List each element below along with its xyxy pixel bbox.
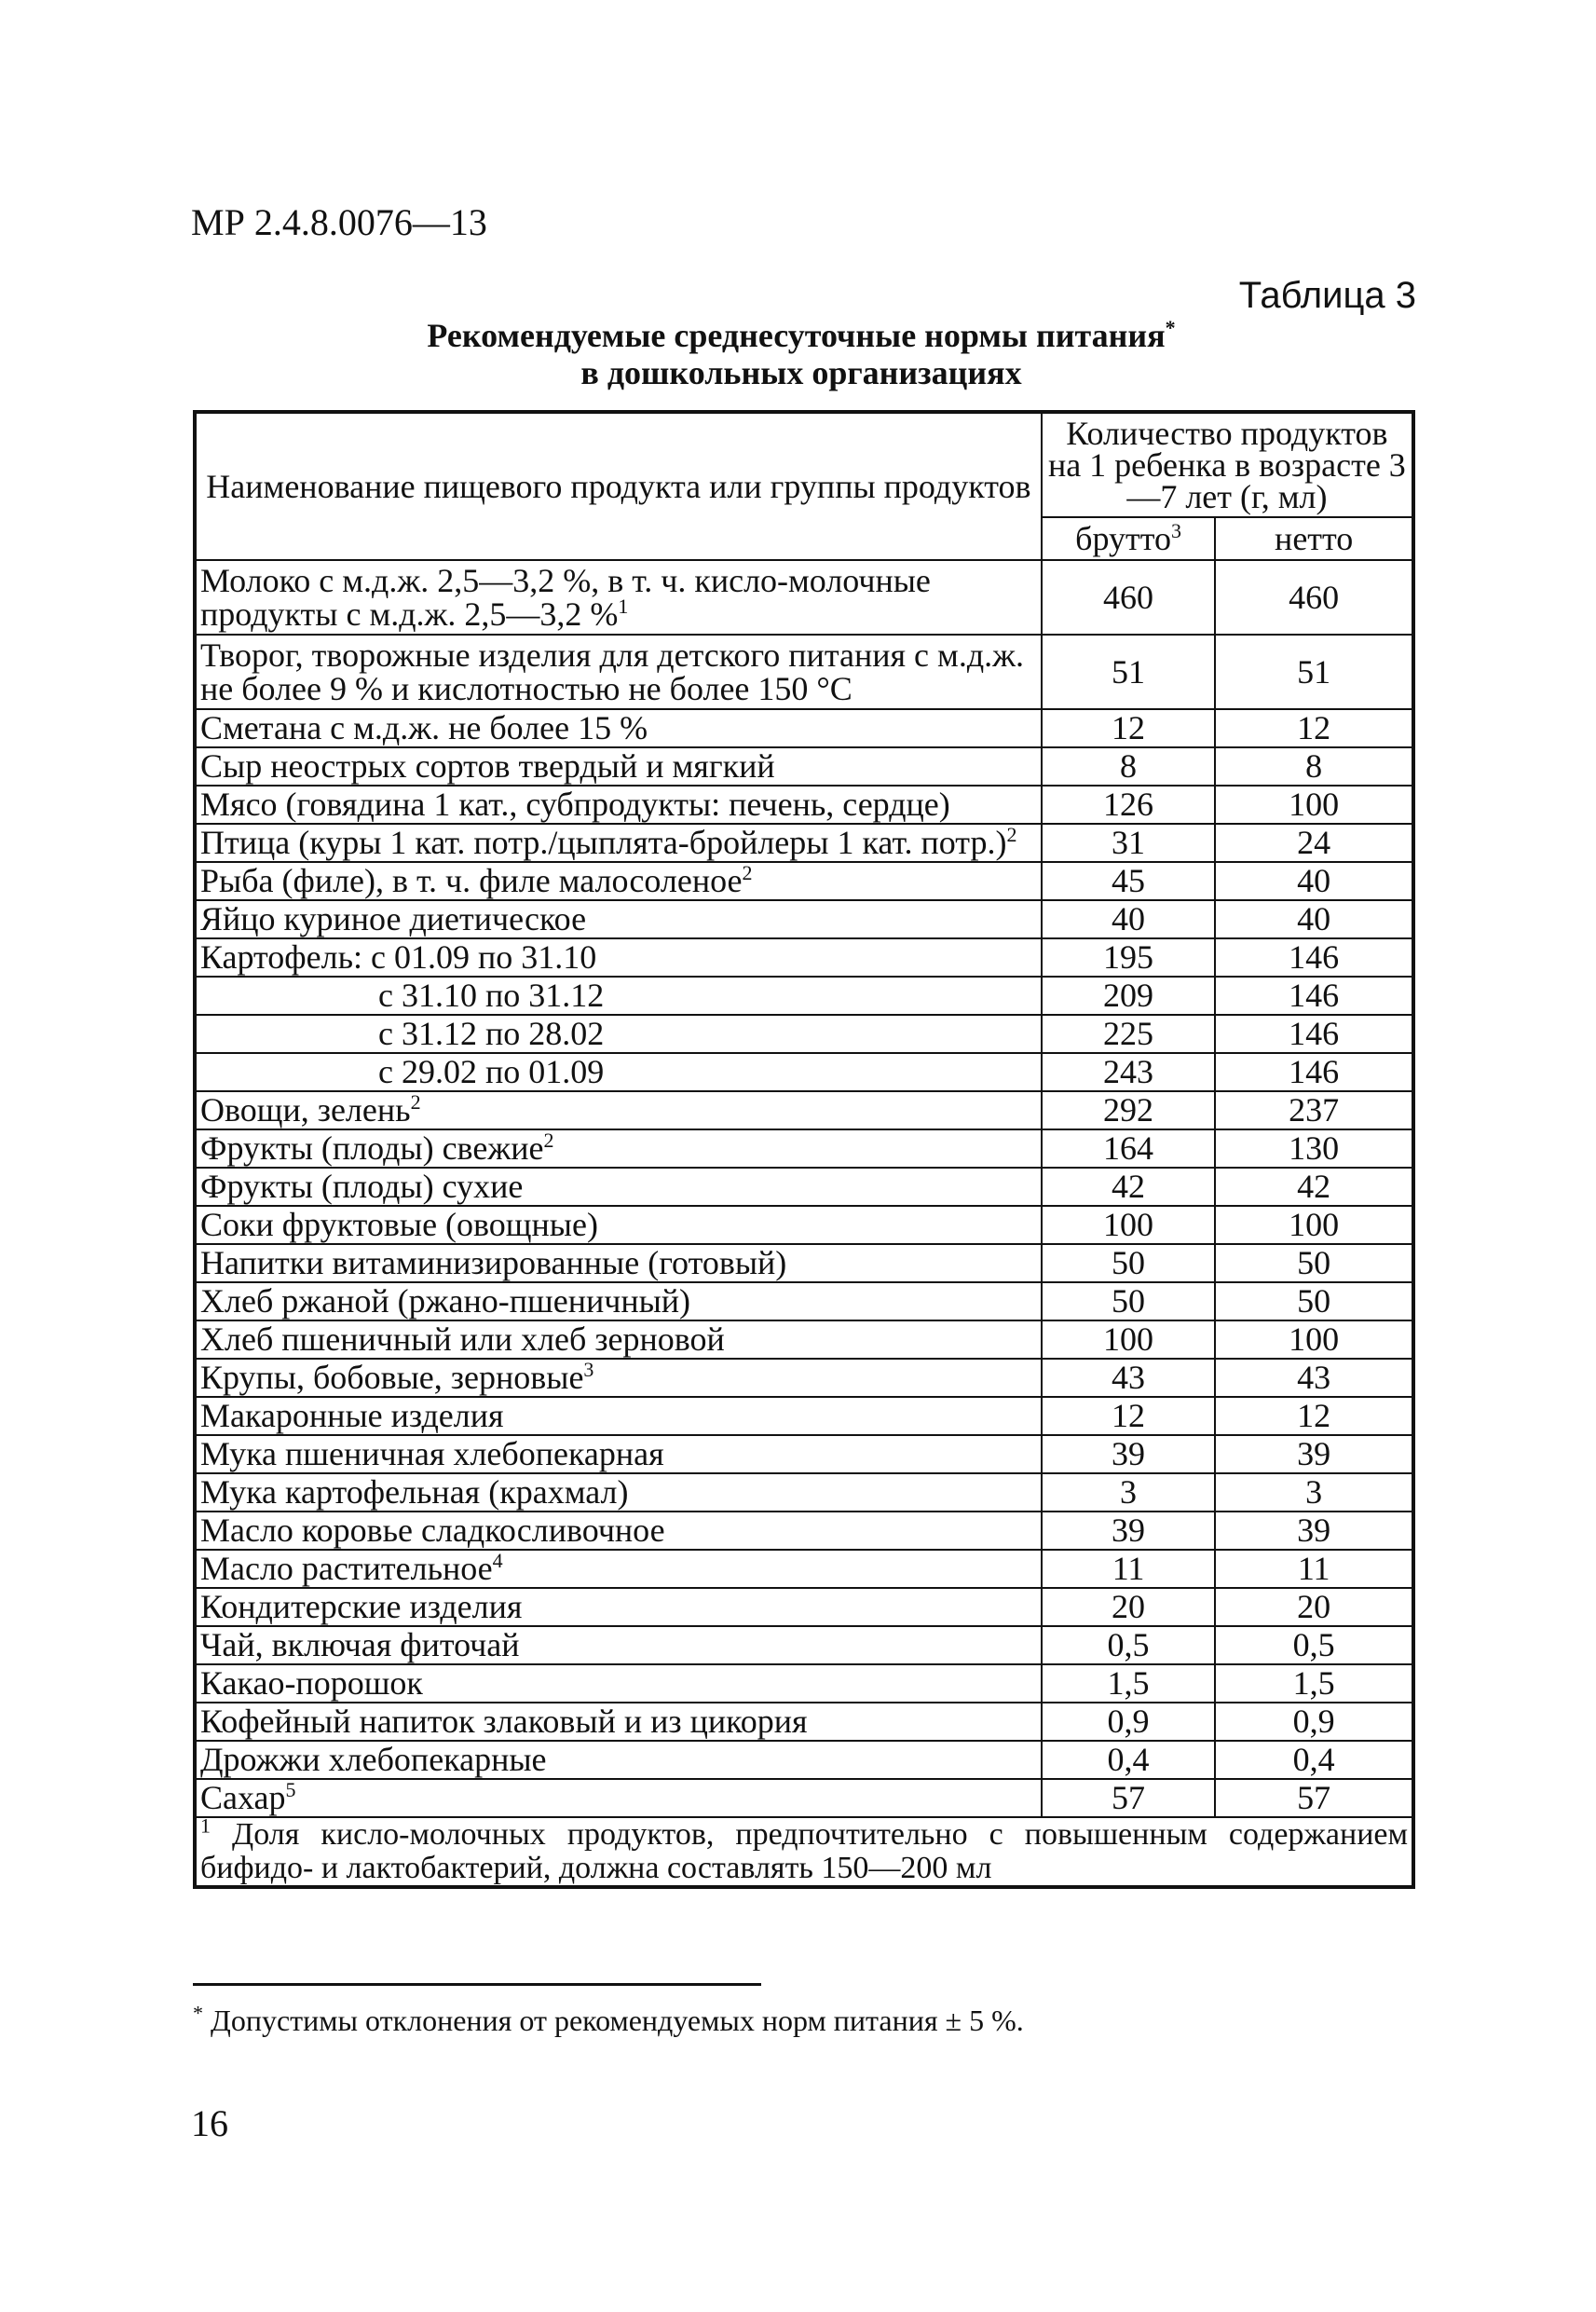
gross-value: 292 [1042,1091,1216,1129]
table-row [195,862,1413,900]
net-value: 11 [1215,1550,1413,1588]
product-footnote-mark: 2 [742,862,753,884]
net-value: 51 [1215,635,1413,709]
product-name: Макаронные изделия [200,1397,504,1434]
product-name-cell [195,1206,1042,1244]
table-row [195,635,1413,709]
table-row [195,1206,1413,1244]
table-row [195,1779,1413,1817]
net-value: 237 [1215,1091,1413,1129]
product-name: Фрукты (плоды) сухие [200,1168,524,1205]
product-name: Какао-порошок [200,1664,423,1702]
column-header-gross [1042,517,1216,560]
title-footnote-mark: * [1165,316,1176,339]
net-value: 40 [1215,900,1413,938]
gross-value: 11 [1042,1550,1216,1588]
product-name-cell [195,1015,1042,1053]
product-name: с 29.02 по 01.09 [378,1053,605,1090]
gross-value: 45 [1042,862,1216,900]
net-value: 3 [1215,1473,1413,1512]
product-name: Картофель: с 01.09 по 31.10 [200,938,597,976]
gross-value: 3 [1042,1473,1216,1512]
gross-value: 100 [1042,1320,1216,1359]
product-name: Птица (куры 1 кат. потр./цыплята-бройлеры 1 кат. потр.) [200,824,1007,861]
table-row [195,938,1413,977]
table-note-text: Доля кисло-молочных продуктов, предпочтительно с повышенным содержанием бифидо- и лактобактерий, должна составлять 150—200 мл [200,1817,1408,1885]
product-name-cell [195,1320,1042,1359]
table-row [195,1741,1413,1779]
product-name-cell [195,1550,1042,1588]
net-value: 50 [1215,1282,1413,1320]
product-name: Чай, включая фиточай [200,1626,520,1663]
table-title-text: Рекомендуемые среднесуточные нормы питания [427,317,1166,354]
net-value: 43 [1215,1359,1413,1397]
gross-value: 42 [1042,1168,1216,1206]
document-code: МР 2.4.8.0076—13 [191,201,487,243]
product-name-cell [195,824,1042,862]
net-value: 146 [1215,1053,1413,1091]
product-footnote-mark: 2 [543,1129,554,1152]
product-name-cell [195,1473,1042,1512]
table-note-mark: 1 [200,1813,211,1838]
product-name-cell [195,1703,1042,1741]
product-name-cell [195,1282,1042,1320]
net-value: 0,5 [1215,1626,1413,1664]
column-header-net: нетто [1215,517,1413,560]
net-value: 146 [1215,938,1413,977]
net-value: 42 [1215,1168,1413,1206]
table-label: Таблица 3 [1238,275,1416,316]
product-name: Яйцо куриное диетическое [200,900,587,937]
net-value: 146 [1215,977,1413,1015]
table-row [195,560,1413,635]
product-name-cell [195,560,1042,635]
gross-value: 57 [1042,1779,1216,1817]
product-name: Молоко с м.д.ж. 2,5—3,2 %, в т. ч. кисло-молочные продукты с м.д.ж. 2,5—3,2 % [200,562,931,633]
net-value: 460 [1215,560,1413,635]
net-value: 100 [1215,1320,1413,1359]
table-row [195,1282,1413,1320]
gross-value: 0,5 [1042,1626,1216,1664]
page-number: 16 [191,2102,228,2144]
gross-value: 164 [1042,1129,1216,1168]
gross-value: 20 [1042,1588,1216,1626]
column-header-product: Наименование пищевого продукта или группы продуктов [195,412,1042,560]
column-header-gross-text: брутто [1075,520,1171,557]
product-name: Мука картофельная (крахмал) [200,1473,629,1511]
table-row [195,1550,1413,1588]
gross-value: 50 [1042,1244,1216,1282]
product-name-cell [195,938,1042,977]
gross-value: 195 [1042,938,1216,977]
product-name-cell [195,1129,1042,1168]
table-row [195,1244,1413,1282]
gross-value: 460 [1042,560,1216,635]
product-name: Напитки витаминизированные (готовый) [200,1244,787,1281]
gross-value: 39 [1042,1512,1216,1550]
product-name-cell [195,1053,1042,1091]
product-name-cell [195,1588,1042,1626]
norms-table-container [193,410,1415,1889]
product-name-cell [195,1741,1042,1779]
footnote-separator [193,1983,761,1986]
product-footnote-mark: 4 [492,1550,503,1572]
table-row [195,1168,1413,1206]
table-note [195,1813,1413,1887]
gross-value: 8 [1042,747,1216,786]
net-value: 39 [1215,1435,1413,1473]
table-row [195,1664,1413,1703]
gross-value: 0,9 [1042,1703,1216,1741]
gross-value: 243 [1042,1053,1216,1091]
net-value: 0,4 [1215,1741,1413,1779]
footnote [193,2001,1024,2038]
table-row [195,786,1413,824]
gross-value: 126 [1042,786,1216,824]
net-value: 12 [1215,709,1413,747]
gross-value: 43 [1042,1359,1216,1397]
product-footnote-mark: 1 [618,595,629,618]
table-row [195,1129,1413,1168]
product-name: Кофейный напиток злаковый и из цикория [200,1703,808,1740]
net-value: 24 [1215,824,1413,862]
product-name: Масло коровье сладкосливочное [200,1512,665,1549]
gross-value: 50 [1042,1282,1216,1320]
product-name: Крупы, бобовые, зерновые [200,1359,584,1396]
table-row [195,1320,1413,1359]
product-name: Сыр неострых сортов твердый и мягкий [200,747,775,785]
net-value: 50 [1215,1244,1413,1282]
gross-value: 12 [1042,1397,1216,1435]
product-name: Мясо (говядина 1 кат., субпродукты: печень, сердце) [200,786,950,823]
column-header-quantity: Количество продуктов на 1 ребенка в возрасте 3—7 лет (г, мл) [1042,412,1413,517]
product-name-cell [195,786,1042,824]
table-row [195,1435,1413,1473]
gross-value: 209 [1042,977,1216,1015]
product-name-cell [195,709,1042,747]
product-name-cell [195,1397,1042,1435]
footnote-mark: * [193,2001,203,2025]
product-name: Масло растительное [200,1550,493,1587]
table-row [195,1091,1413,1129]
product-name-cell [195,1435,1042,1473]
table-row [195,709,1413,747]
product-name: Мука пшеничная хлебопекарная [200,1435,664,1472]
gross-value: 100 [1042,1206,1216,1244]
net-value: 57 [1215,1779,1413,1817]
product-name-cell [195,1091,1042,1129]
footnote-text: Допустимы отклонения от рекомендуемых норм питания ± 5 %. [211,2004,1024,2037]
net-value: 39 [1215,1512,1413,1550]
product-name: Творог, творожные изделия для детского питания с м.д.ж. не более 9 % и кислотностью не более 150 °С [200,636,1025,707]
table-row [195,900,1413,938]
product-name-cell [195,1244,1042,1282]
product-footnote-mark: 2 [410,1091,421,1114]
net-value: 8 [1215,747,1413,786]
product-footnote-mark: 3 [583,1359,594,1381]
product-name: Сметана с м.д.ж. не более 15 % [200,709,648,746]
product-name-cell [195,1512,1042,1550]
table-note-row [195,1817,1413,1887]
gross-value: 40 [1042,900,1216,938]
net-value: 12 [1215,1397,1413,1435]
table-header-row [195,412,1413,517]
gross-value: 12 [1042,709,1216,747]
table-title-line-2: в дошкольных организациях [580,354,1022,391]
gross-value: 0,4 [1042,1741,1216,1779]
table-row [195,824,1413,862]
product-name-cell [195,1168,1042,1206]
net-value: 0,9 [1215,1703,1413,1741]
net-value: 130 [1215,1129,1413,1168]
product-footnote-mark: 5 [285,1779,296,1801]
table-row [195,1703,1413,1741]
product-name-cell [195,977,1042,1015]
product-name-cell [195,1664,1042,1703]
table-row [195,1015,1413,1053]
product-name-cell [195,900,1042,938]
product-name: Сахар [200,1779,286,1816]
table-row [195,1359,1413,1397]
product-name: Фрукты (плоды) свежие [200,1129,544,1167]
table-row [195,1588,1413,1626]
table-row [195,747,1413,786]
table-row [195,1473,1413,1512]
net-value: 100 [1215,786,1413,824]
gross-footnote-mark: 3 [1170,519,1181,542]
net-value: 100 [1215,1206,1413,1244]
gross-value: 31 [1042,824,1216,862]
product-name: Соки фруктовые (овощные) [200,1206,598,1243]
product-name-cell [195,635,1042,709]
table-title-line-1 [307,317,1295,354]
gross-value: 225 [1042,1015,1216,1053]
product-name-cell [195,862,1042,900]
product-name-cell [195,1359,1042,1397]
product-name: с 31.10 по 31.12 [378,977,605,1014]
gross-value: 39 [1042,1435,1216,1473]
net-value: 20 [1215,1588,1413,1626]
table-row [195,1512,1413,1550]
table-title [307,317,1295,391]
product-footnote-mark: 2 [1006,824,1017,846]
product-name: Овощи, зелень [200,1091,411,1129]
gross-value: 1,5 [1042,1664,1216,1703]
net-value: 40 [1215,862,1413,900]
net-value: 1,5 [1215,1664,1413,1703]
table-body [195,560,1413,1817]
table-row [195,1397,1413,1435]
product-name: Хлеб ржаной (ржано-пшеничный) [200,1282,691,1320]
product-name: с 31.12 по 28.02 [378,1015,605,1052]
table-row [195,1626,1413,1664]
product-name-cell [195,1626,1042,1664]
product-name: Кондитерские изделия [200,1588,523,1625]
table-row [195,1053,1413,1091]
table-row [195,977,1413,1015]
product-name-cell [195,747,1042,786]
product-name: Дрожжи хлебопекарные [200,1741,547,1778]
norms-table [193,410,1415,1889]
gross-value: 51 [1042,635,1216,709]
product-name-cell [195,1779,1042,1817]
product-name: Рыба (филе), в т. ч. филе малосоленое [200,862,743,899]
product-name: Хлеб пшеничный или хлеб зерновой [200,1320,725,1358]
net-value: 146 [1215,1015,1413,1053]
